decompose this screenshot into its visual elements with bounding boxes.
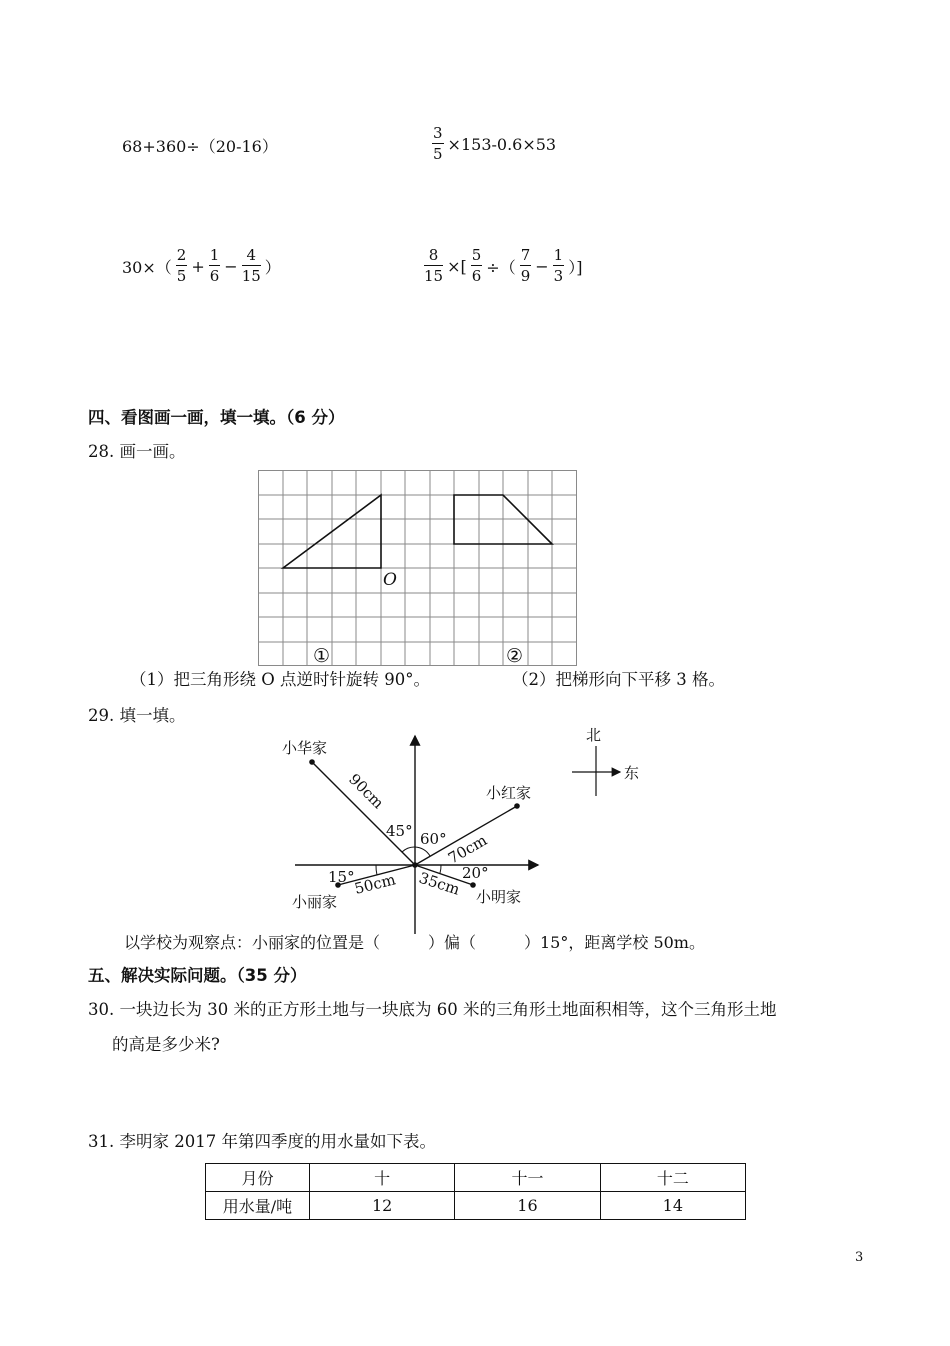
point-xiaohua <box>309 759 315 765</box>
question-29-label: 29. 填一填。 <box>88 706 186 725</box>
angle-20: 20° <box>462 864 489 882</box>
distance-xiaohua: 90cm <box>345 770 388 813</box>
instruction-rotate: （1）把三角形绕 O 点逆时针旋转 90°。 <box>130 670 431 689</box>
label-xiaohua: 小华家 <box>282 739 328 757</box>
compass-east: 东 <box>624 764 640 782</box>
fraction: $\frac{7}{9}$ <box>520 246 531 285</box>
question-29-sentence: 以学校为观察点：小丽家的位置是（ ）偏（ ）15°，距离学校 50m。 <box>124 933 705 952</box>
fraction: $\frac{4}{15}$ <box>241 246 261 285</box>
fraction: $\frac{8}{15}$ <box>424 246 444 285</box>
expression-2: $\frac{3}{5}$ ×153-0.6×53 <box>433 124 557 163</box>
table-header-cell: 十一 <box>455 1164 600 1192</box>
angle-60: 60° <box>420 830 447 848</box>
fraction: $\frac{1}{3}$ <box>553 246 564 285</box>
point-o-label: O <box>383 570 397 590</box>
point-school <box>412 862 418 868</box>
grid-figure <box>258 470 578 668</box>
compass-north: 北 <box>586 726 602 744</box>
table-cell: 12 <box>309 1192 454 1220</box>
expression-4: $\frac{8}{15}$ ×[ $\frac{5}{6}$ ÷（ $\frac{7}{9}$ − $\frac{1}{3}$ ）] <box>424 246 583 285</box>
expression-3: 30×（ $\frac{2}{5}$ + $\frac{1}{6}$ − $\frac{4}{15}$ ） <box>122 246 281 285</box>
question-30-line1: 30. 一块边长为 30 米的正方形土地与一块底为 60 米的三角形土地面积相等，这个三角形土地 <box>88 1000 777 1019</box>
distance-xiaoming: 35cm <box>416 868 463 899</box>
label-xiaohong: 小红家 <box>486 784 532 802</box>
table-row <box>206 1192 746 1220</box>
fraction: $\frac{5}{6}$ <box>471 246 482 285</box>
arc-60 <box>415 847 430 856</box>
section-4-title: 四、看图画一画，填一填。（6 分） <box>88 408 345 427</box>
water-usage-table <box>205 1163 746 1220</box>
distance-xiaoli: 50cm <box>352 870 398 898</box>
section-5-title: 五、解决实际问题。（35 分） <box>88 966 307 985</box>
distance-xiaohong: 70cm <box>445 831 491 868</box>
shape-marker-2: ② <box>506 645 524 667</box>
angle-45: 45° <box>386 822 413 840</box>
label-xiaoming: 小明家 <box>476 888 522 906</box>
direction-diagram <box>280 724 660 934</box>
point-xiaoming <box>470 882 476 888</box>
page-number: 3 <box>855 1250 864 1265</box>
fraction: $\frac{2}{5}$ <box>176 246 187 285</box>
angle-15: 15° <box>328 868 355 886</box>
question-28-label: 28. 画一画。 <box>88 442 186 461</box>
table-cell: 14 <box>600 1192 745 1220</box>
fraction: $\frac{3}{5}$ <box>433 124 443 163</box>
table-header-cell: 十二 <box>600 1164 745 1192</box>
table-header-cell: 十 <box>309 1164 454 1192</box>
label-xiaoli: 小丽家 <box>292 893 338 911</box>
shape-marker-1: ① <box>313 645 331 667</box>
question-31-label: 31. 李明家 2017 年第四季度的用水量如下表。 <box>88 1132 436 1151</box>
instruction-translate: （2）把梯形向下平移 3 格。 <box>512 670 725 689</box>
fraction: $\frac{1}{6}$ <box>209 246 220 285</box>
table-cell: 16 <box>455 1192 600 1220</box>
arc-20 <box>440 865 441 873</box>
expression-1: 68+360÷（20-16） <box>122 137 278 156</box>
table-row-label: 用水量/吨 <box>206 1192 310 1220</box>
table-header-row <box>206 1164 746 1192</box>
point-xiaohong <box>514 803 520 809</box>
arc-45 <box>402 847 415 852</box>
table-header-cell: 月份 <box>206 1164 310 1192</box>
question-30-line2: 的高是多少米? <box>112 1035 220 1054</box>
